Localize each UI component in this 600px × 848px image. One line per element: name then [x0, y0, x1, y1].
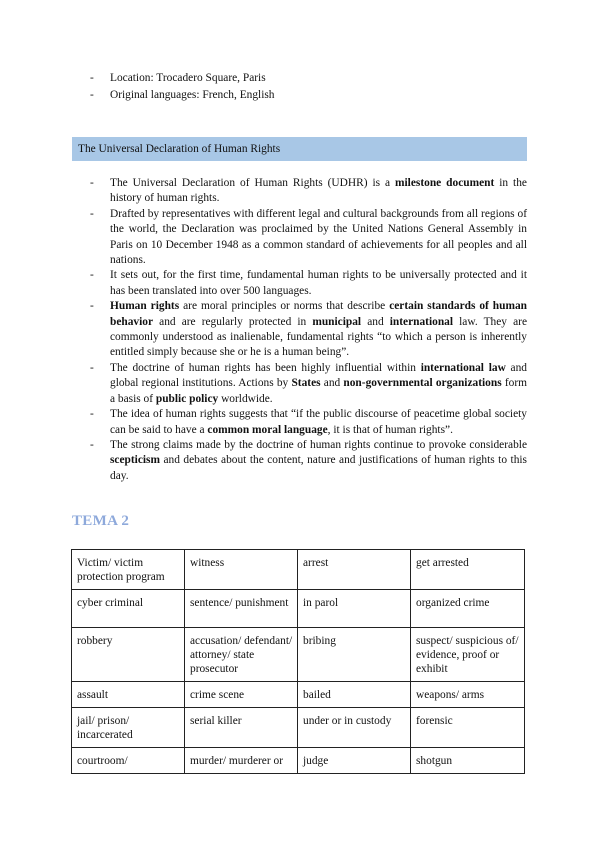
table-cell: shotgun	[411, 748, 525, 774]
list-item	[90, 207, 527, 269]
table-cell: get arrested	[411, 550, 525, 590]
table-row	[72, 682, 525, 708]
text-run: law. They are commonly understood as inalienable, fundamental rights “to which a person is inherently entitled simply because she or he is a human being”.	[110, 315, 527, 359]
tema-title: TEMA 2	[72, 513, 130, 529]
table-cell: forensic	[411, 708, 525, 748]
bold-term: scepticism	[110, 454, 160, 467]
text-run: The strong claims made by the doctrine of human rights continue to provoke considerable	[110, 438, 527, 451]
udhr-bullet-list	[90, 176, 527, 484]
bold-term: States	[291, 377, 321, 390]
bold-term: public policy	[155, 392, 219, 405]
table-cell: jail/ prison/ incarcerated	[72, 708, 185, 748]
text-run: are moral principles or norms that describe	[179, 300, 390, 313]
text-run: and	[320, 377, 344, 390]
vocabulary-table	[71, 549, 525, 774]
table-row	[72, 550, 525, 590]
table-row	[72, 748, 525, 774]
table-cell: sentence/ punishment	[185, 590, 298, 628]
list-item: - Location: Trocadero Square, Paris	[90, 70, 530, 87]
list-item	[90, 361, 527, 407]
text-run: It sets out, for the first time, fundamental human rights to be universally protected and it has been translated into over 500 languages.	[110, 269, 527, 297]
bold-term: international	[389, 315, 454, 328]
list-item	[90, 299, 527, 361]
table-cell: suspect/ suspicious of/ evidence, proof or exhibit	[411, 628, 525, 682]
table-cell: crime scene	[185, 682, 298, 708]
bold-term: certain standards of human behavior	[110, 300, 527, 328]
table-cell: accusation/ defendant/ attorney/ state prosecutor	[185, 628, 298, 682]
text-run: worldwide.	[218, 392, 273, 405]
text-run: The idea of human rights suggests that “if the public discourse of peacetime global society can be said to have a	[110, 408, 527, 436]
table-cell: bribing	[298, 628, 411, 682]
text-run: , it is that of human rights”.	[327, 423, 453, 436]
list-item	[90, 268, 527, 299]
text-run: form a basis of	[110, 377, 527, 405]
table-cell: arrest	[298, 550, 411, 590]
table-cell: weapons/ arms	[411, 682, 525, 708]
table-cell: organized crime	[411, 590, 525, 628]
table-cell: assault	[72, 682, 185, 708]
top-bullet-list	[90, 70, 530, 104]
text-run: and debates about the content, nature and justifications of human rights to this day.	[110, 454, 527, 482]
bold-term: international law	[420, 361, 506, 374]
section-heading: The Universal Declaration of Human Rights	[72, 137, 527, 161]
table-cell: witness	[185, 550, 298, 590]
bold-term: Human rights	[110, 300, 180, 313]
table-cell: under or in custody	[298, 708, 411, 748]
text-run: in the history of human rights.	[110, 177, 527, 205]
bold-term: common moral language	[207, 423, 328, 436]
text-run: The Universal Declaration of Human Rights (UDHR) is a	[110, 177, 396, 189]
text-run: The doctrine of human rights has been highly influential within	[110, 361, 421, 374]
table-cell: Victim/ victim protection program	[72, 550, 185, 590]
table-row	[72, 628, 525, 682]
table-cell: murder/ murderer or	[185, 748, 298, 774]
table-cell: courtroom/	[72, 748, 185, 774]
table-cell: serial killer	[185, 708, 298, 748]
table-row	[72, 708, 525, 748]
bold-term: non-governmental organizations	[343, 377, 502, 390]
text-run: and global regional institutions. Actions by	[110, 361, 528, 390]
text-run: and	[361, 315, 390, 328]
table-cell: judge	[298, 748, 411, 774]
table-cell: bailed	[298, 682, 411, 708]
bold-term: milestone document	[395, 177, 495, 189]
list-item	[90, 176, 527, 207]
list-item: - Original languages: French, English	[90, 87, 530, 104]
table-cell: robbery	[72, 628, 185, 682]
table-cell: in parol	[298, 590, 411, 628]
text-run: and are regularly protected in	[153, 315, 313, 328]
list-item	[90, 407, 527, 438]
bold-term: municipal	[312, 315, 362, 328]
text-run: Drafted by representatives with different legal and cultural backgrounds from all regions of the world, the Declaration was proclaimed by the United Nations General Assembly in Paris on 10 December 1948 as a common standard of achievements for all peoples and all nations.	[110, 207, 527, 267]
table-cell: cyber criminal	[72, 590, 185, 628]
list-item	[90, 438, 527, 484]
table-row	[72, 590, 525, 628]
